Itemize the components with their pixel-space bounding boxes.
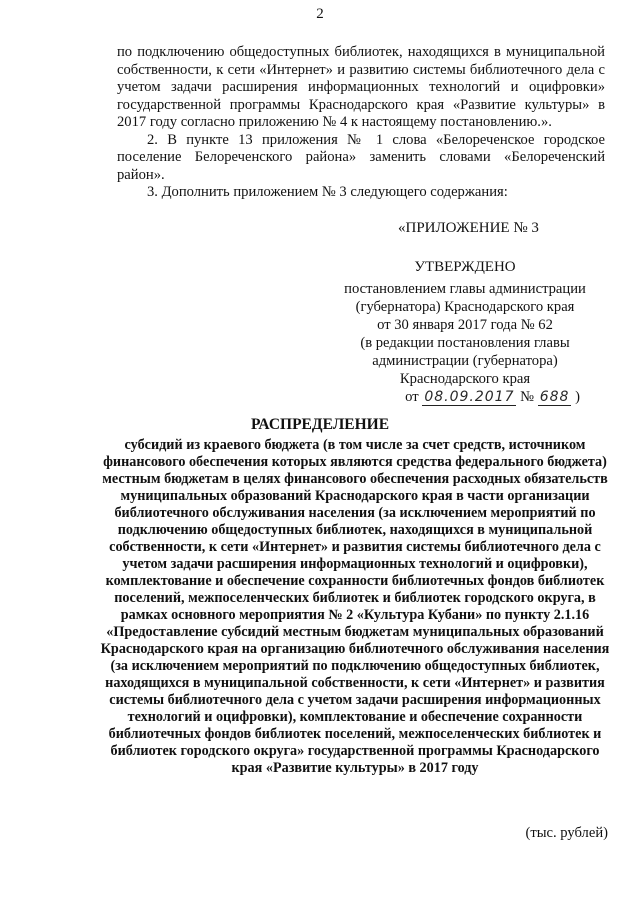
page-number: 2 [316, 6, 324, 22]
paragraph-item-3: 3. Дополнить приложением № 3 следующего содержания: [147, 184, 508, 200]
handwritten-date: 08.09.2017 [424, 389, 515, 405]
from-label: от [405, 389, 419, 405]
number-label: № [520, 389, 535, 405]
distribution-text: субсидий из краевого бюджета (в том числе за счет средств, источником финансового обеспечения которых являются средства федерального бюджета) местным бюджетам в целях финансового обеспечения расходных обязательств муниципальных образований Краснодарского края в части организации библиотечного обслуживания населения (за исключением мероприятий по подключению общедоступных библиотек, находящихся в муниципальной собственности, к сети «Интернет» и развития системы библиотечного дела с учетом задачи расширения информационных технологий и оцифровки), комплектование и обеспечение сохранности библиотечных фондов библиотек поселений, межпоселенческих библиотек и библиотек городского округа, в рамках основного мероприятия № 2 «Культура Кубани» по пункту 2.1.16 «Предоставление субсидий местным бюджетам муниципальных образований Краснодарского края на организацию библиотечного обслуживания населения (за исключением мероприятий по подключению общедоступных библиотек, находящихся в муниципальной собственности, к сети «Интернет» и развития системы библиотечного дела с учетом задачи расширения информационных технологий и оцифровки), комплектование и обеспечение сохранности библиотечных фондов библиотек поселений, межпоселенческих библиотек и библиотек городского округа» государственной программы Краснодарского края «Развитие культуры» в 2017 году [100, 437, 610, 776]
paragraph-item-2: 2. В пункте 13 приложения № 1 слова «Белореченское городское поселение Белореченского района» заменить словами «Белореченский район». [117, 131, 605, 183]
close-paren: ) [575, 389, 580, 405]
approval-line: постановлением главы администрации [344, 281, 586, 297]
appendix-title: «ПРИЛОЖЕНИЕ № 3 [398, 220, 539, 236]
approval-line: (губернатора) Краснодарского края [355, 299, 575, 315]
approval-line: администрации (губернатора) [372, 353, 558, 369]
paragraph-continuation: по подключению общедоступных библиотек, находящихся в муниципальной собственности, к сети «Интернет» и развитию системы библиотечного дела с учетом задачи расширения информационных технологий и оцифровки» государственной программы Краснодарского края «Развитие культуры» в 2017 году согласно приложению № 4 к настоящему постановлению.». [117, 44, 605, 130]
approval-line: от 30 января 2017 года № 62 [377, 317, 553, 333]
approved-heading: УТВЕРЖДЕНО [414, 259, 516, 275]
unit-note: (тыс. рублей) [525, 825, 608, 841]
handwritten-number: 688 [539, 389, 570, 405]
approval-line: Краснодарского края [399, 371, 531, 387]
approval-line: (в редакции постановления главы [360, 335, 570, 351]
distribution-title: РАСПРЕДЕЛЕНИЕ [250, 416, 390, 433]
amendment-date-line [330, 388, 600, 406]
resolution-body [117, 44, 605, 202]
approval-block [330, 258, 600, 406]
